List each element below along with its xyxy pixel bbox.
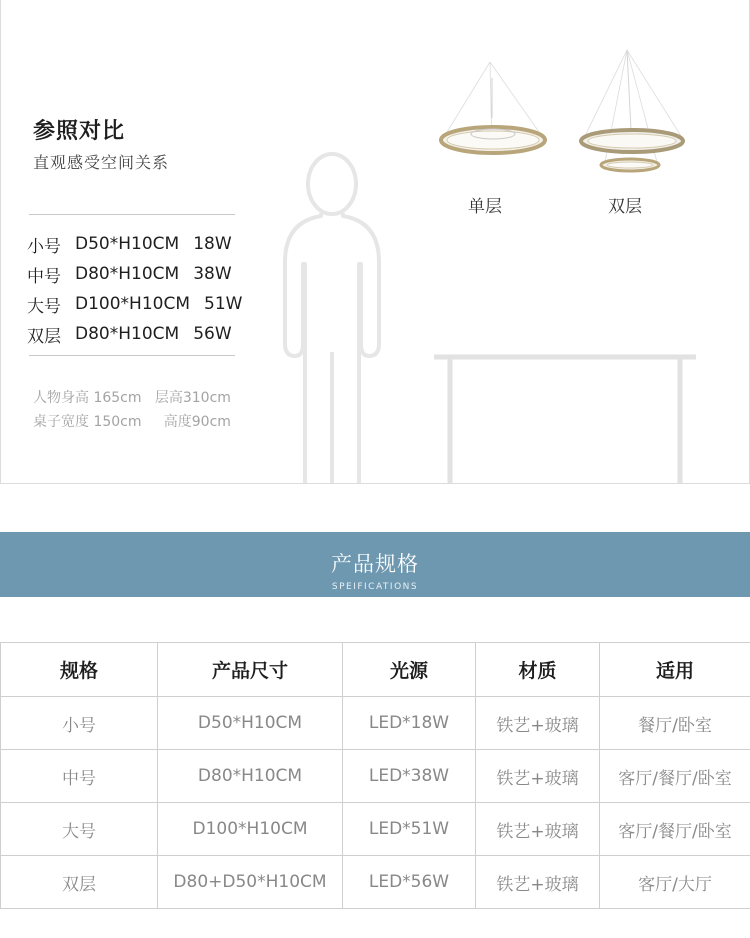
table-icon (434, 357, 696, 484)
single-layer-label: 单层 (468, 197, 502, 217)
table-row (1, 803, 750, 856)
size-dims: D50*H10CM (75, 234, 180, 254)
cell-spec: 小号 (1, 697, 158, 750)
header-material: 材质 (476, 643, 600, 697)
cell-light-source: LED*18W (343, 697, 476, 750)
size-watt: 18W (193, 234, 232, 254)
header-spec: 规格 (1, 643, 158, 697)
cell-spec: 中号 (1, 750, 158, 803)
table-header-row (1, 643, 750, 697)
cell-light-source: LED*38W (343, 750, 476, 803)
cell-size: D100*H10CM (158, 803, 343, 856)
note-person-height: 人物身高 165cm 层高310cm (33, 390, 231, 406)
cell-size: D50*H10CM (158, 697, 343, 750)
table-row (1, 750, 750, 803)
note-table-width: 桌子宽度 150cm 高度90cm (33, 414, 231, 430)
size-dims: D100*H10CM (75, 294, 190, 314)
divider (29, 355, 235, 356)
cell-usage: 餐厅/卧室 (600, 697, 750, 750)
table-row (1, 856, 750, 909)
cell-size: D80+D50*H10CM (158, 856, 343, 909)
header-usage: 适用 (600, 643, 750, 697)
size-row-small (27, 229, 242, 259)
table-row (1, 697, 750, 750)
banner-subtitle: SPEIFICATIONS (331, 582, 419, 592)
cell-usage: 客厅/餐厅/卧室 (600, 750, 750, 803)
cell-material: 铁艺+玻璃 (476, 803, 600, 856)
reference-notes (33, 386, 231, 434)
size-watt: 56W (193, 324, 232, 344)
size-name: 小号 (27, 236, 61, 257)
size-watt: 51W (204, 294, 243, 314)
size-list (27, 229, 242, 349)
page-subtitle: 直观感受空间关系 (33, 153, 170, 172)
cell-spec: 双层 (1, 856, 158, 909)
divider (29, 214, 235, 215)
size-name: 中号 (27, 266, 61, 287)
size-dims: D80*H10CM (75, 324, 180, 344)
header-light-source: 光源 (343, 643, 476, 697)
human-figure-icon (285, 154, 379, 484)
cell-usage: 客厅/餐厅/卧室 (600, 803, 750, 856)
cell-light-source: LED*51W (343, 803, 476, 856)
size-row-large (27, 289, 242, 319)
page-title: 参照对比 (33, 119, 126, 144)
cell-usage: 客厅/大厅 (600, 856, 750, 909)
size-name: 双层 (27, 326, 61, 347)
header-size: 产品尺寸 (158, 643, 343, 697)
double-ring-pendant-icon (581, 50, 683, 171)
single-ring-pendant-icon (441, 62, 545, 153)
cell-light-source: LED*56W (343, 856, 476, 909)
cell-material: 铁艺+玻璃 (476, 697, 600, 750)
cell-spec: 大号 (1, 803, 158, 856)
size-row-double (27, 319, 242, 349)
spec-table (0, 642, 750, 909)
size-dims: D80*H10CM (75, 264, 180, 284)
spec-banner (0, 532, 750, 597)
cell-size: D80*H10CM (158, 750, 343, 803)
cell-material: 铁艺+玻璃 (476, 856, 600, 909)
size-name: 大号 (27, 296, 61, 317)
size-watt: 38W (193, 264, 232, 284)
banner-title: 产品规格 (331, 552, 419, 576)
double-layer-label: 双层 (608, 197, 642, 217)
size-row-medium (27, 259, 242, 289)
cell-material: 铁艺+玻璃 (476, 750, 600, 803)
